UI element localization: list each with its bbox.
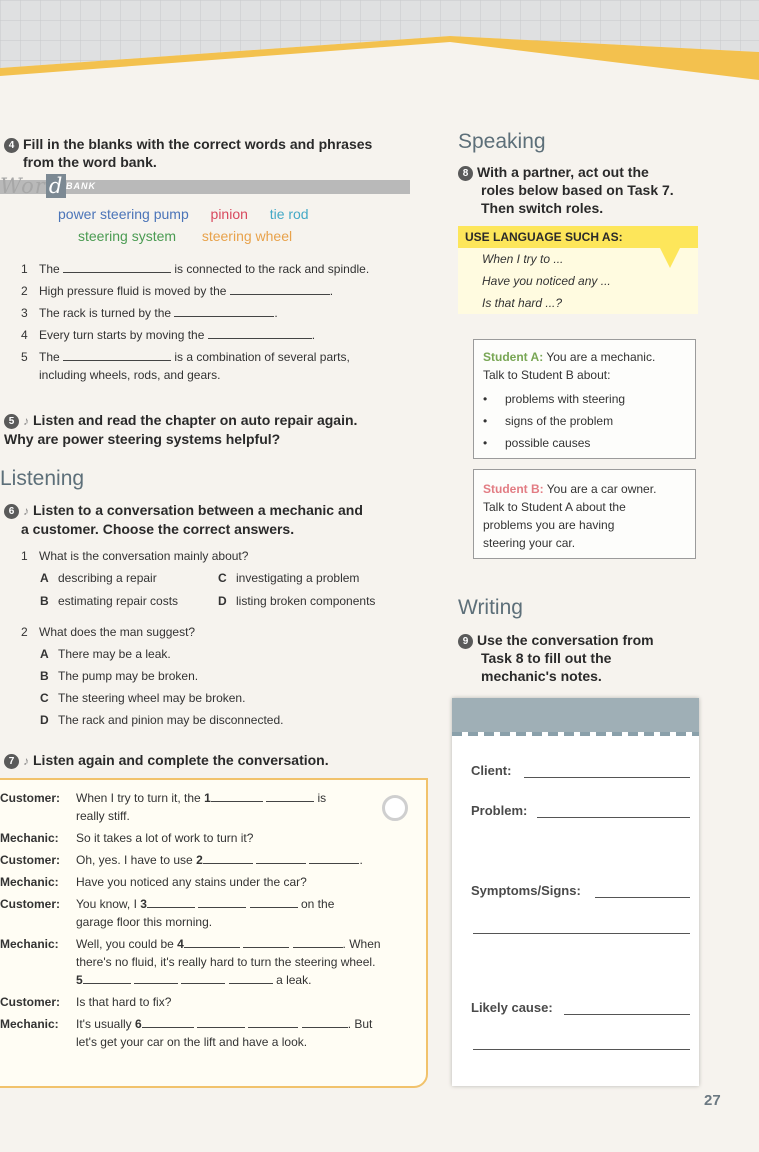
cause-line-2[interactable] — [473, 1048, 690, 1050]
speech-tail — [660, 248, 680, 268]
language-lines: When I try to ... Have you noticed any ... Is that hard ...? — [482, 252, 611, 310]
answer-blank[interactable] — [230, 282, 330, 295]
question-1: 1 What is the conversation mainly about? — [21, 549, 249, 563]
task9-number: 9 — [458, 634, 473, 649]
task4-sentence: 4 Every turn starts by moving the . — [21, 328, 316, 342]
bullet-item: • signs of the problem — [483, 410, 625, 432]
banner-graphic — [0, 0, 759, 82]
answer-blank[interactable] — [197, 1015, 245, 1028]
option[interactable]: B estimating repair costs — [40, 594, 179, 608]
task6-number: 6 — [4, 504, 19, 519]
writing-title: Writing — [458, 596, 523, 619]
task4-number: 4 — [4, 138, 19, 153]
option[interactable]: A There may be a leak. — [40, 647, 171, 661]
client-line[interactable] — [524, 776, 690, 778]
task4-sentence: 5 The is a combination of several parts, including wheels, rods, and gears. — [21, 350, 350, 382]
page-number: 27 — [704, 1092, 721, 1109]
task9-instructions: 9 Use the conversation from Task 8 to fill out the mechanic's notes. — [458, 631, 718, 685]
answer-blank[interactable] — [203, 851, 253, 864]
option[interactable]: C investigating a problem — [218, 571, 360, 585]
task4-sentence: 3 The rack is turned by the . — [21, 306, 278, 320]
answer-blank[interactable] — [211, 789, 263, 802]
conversation-line: Customer: Is that hard to fix? — [0, 995, 172, 1009]
word-tie-rod: tie rod — [269, 206, 309, 222]
answer-blank[interactable] — [174, 304, 274, 317]
notepad-header — [452, 698, 699, 732]
headphones-icon[interactable]: ♪ — [23, 754, 29, 768]
answer-blank[interactable] — [250, 895, 298, 908]
cause-line[interactable] — [564, 1013, 690, 1015]
paper-clip-icon — [382, 795, 408, 821]
task4-instructions: 4 Fill in the blanks with the correct words and phrases from the word bank. — [4, 135, 424, 171]
bullet-item: • possible causes — [483, 432, 625, 454]
task4-sentence: 2 High pressure fluid is moved by the . — [21, 284, 334, 298]
answer-blank[interactable] — [248, 1015, 298, 1028]
answer-blank[interactable] — [181, 971, 225, 984]
symptoms-line-2[interactable] — [473, 932, 690, 934]
answer-blank[interactable] — [243, 935, 289, 948]
word-bank-label: BANK — [66, 181, 96, 191]
question-2: 2 What does the man suggest? — [21, 625, 196, 639]
word-steering-system: steering system — [78, 228, 177, 244]
answer-blank[interactable] — [208, 326, 312, 339]
headphones-icon[interactable]: ♪ — [23, 414, 29, 428]
problem-label: Problem: — [471, 803, 528, 818]
language-box-heading: USE LANGUAGE SUCH AS: — [458, 226, 698, 248]
word-steering-wheel: steering wheel — [201, 228, 293, 244]
answer-blank[interactable] — [147, 895, 195, 908]
speaking-title: Speaking — [458, 130, 546, 153]
answer-blank[interactable] — [63, 348, 171, 361]
symptoms-label: Symptoms/Signs: — [471, 883, 581, 898]
headphones-icon[interactable]: ♪ — [23, 504, 29, 518]
word-power-steering-pump: power steering pump — [58, 206, 189, 222]
answer-blank[interactable] — [229, 971, 273, 984]
cause-label: Likely cause: — [471, 1000, 553, 1015]
answer-blank[interactable] — [266, 789, 314, 802]
student-a-card: Student A: You are a mechanic. Talk to Student B about: • problems with steering • signs of the problem • possible causes — [473, 339, 696, 459]
task8-instructions: 8 With a partner, act out the roles below based on Task 7. Then switch roles. — [458, 163, 718, 217]
answer-blank[interactable] — [83, 971, 131, 984]
notepad-perforation — [452, 732, 699, 736]
task5-number: 5 — [4, 414, 19, 429]
task8-number: 8 — [458, 166, 473, 181]
symptoms-line[interactable] — [595, 896, 690, 898]
answer-blank[interactable] — [184, 935, 240, 948]
task7-number: 7 — [4, 754, 19, 769]
answer-blank[interactable] — [293, 935, 343, 948]
conversation-line: Mechanic: Have you noticed any stains under the car? — [0, 875, 307, 889]
task7-instructions: 7 ♪ Listen again and complete the conversation. — [4, 751, 424, 770]
conversation-line: Customer: When I try to turn it, the 1 is really stiff. — [0, 791, 327, 823]
bullet-item: • problems with steering — [483, 388, 625, 410]
answer-blank[interactable] — [63, 260, 171, 273]
listening-title: Listening — [0, 467, 85, 490]
student-b-card: Student B: You are a car owner. Talk to Student A about the problems you are having steering your car. — [473, 469, 696, 559]
answer-blank[interactable] — [142, 1015, 194, 1028]
answer-blank[interactable] — [256, 851, 306, 864]
conversation-line: Mechanic: Well, you could be 4 . When there's no fluid, it's really hard to turn the steering wheel. 5 a leak. — [0, 937, 381, 987]
answer-blank[interactable] — [198, 895, 246, 908]
option[interactable]: D listing broken components — [218, 594, 376, 608]
option[interactable]: C The steering wheel may be broken. — [40, 691, 246, 705]
word-bank-row-1 — [58, 206, 309, 222]
client-label: Client: — [471, 763, 512, 778]
answer-blank[interactable] — [302, 1015, 348, 1028]
problem-line[interactable] — [537, 816, 690, 818]
word-bank-row-2 — [78, 228, 292, 244]
top-banner — [0, 0, 759, 82]
option[interactable]: A describing a repair — [40, 571, 157, 585]
word-bank-logo: Wor d — [0, 174, 66, 198]
task4-sentence: 1 The is connected to the rack and spindle. — [21, 262, 370, 276]
conversation-line: Mechanic: It's usually 6 . But let's get your car on the lift and have a look. — [0, 1017, 373, 1049]
option[interactable]: D The rack and pinion may be disconnected. — [40, 713, 284, 727]
answer-blank[interactable] — [134, 971, 178, 984]
conversation-line: Customer: Oh, yes. I have to use 2 . — [0, 853, 363, 867]
answer-blank[interactable] — [309, 851, 359, 864]
option[interactable]: B The pump may be broken. — [40, 669, 199, 683]
conversation-line: Mechanic: So it takes a lot of work to turn it? — [0, 831, 254, 845]
task6-instructions: 6 ♪ Listen to a conversation between a mechanic and a customer. Choose the correct answers. — [4, 501, 424, 538]
word-pinion: pinion — [210, 206, 248, 222]
conversation-line: Customer: You know, I 3 on the garage floor this morning. — [0, 897, 335, 929]
task5-instructions: 5 ♪ Listen and read the chapter on auto repair again. Why are power steering systems helpful? — [4, 412, 358, 447]
